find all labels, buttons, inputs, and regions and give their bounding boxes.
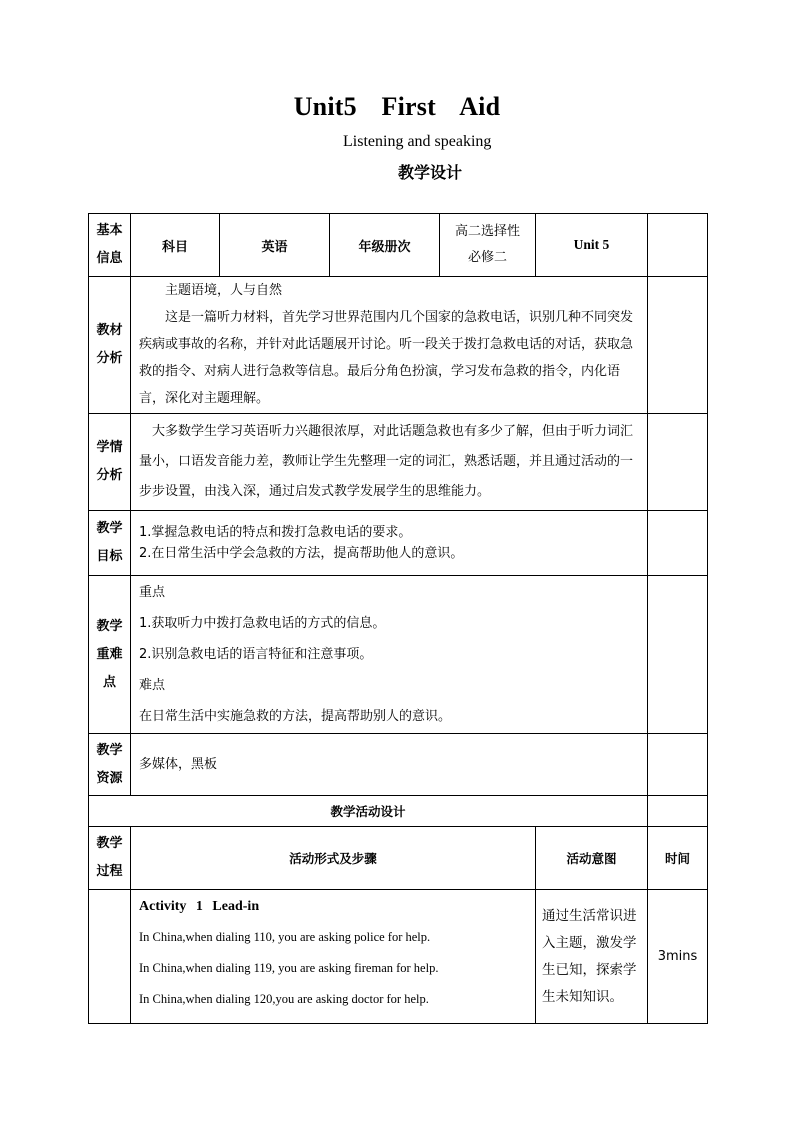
basic-info-label: 基本 信息 xyxy=(89,214,131,277)
material-analysis-content xyxy=(131,277,648,414)
objectives-row xyxy=(89,511,708,576)
grade-value: 高二选择性 必修二 xyxy=(440,214,536,277)
purpose-column-header: 活动意图 xyxy=(536,827,648,890)
page-subtitle: Listening and speaking xyxy=(343,133,492,150)
empty-cell xyxy=(648,277,708,414)
activity-purpose: 通过生活常识进入主题，激发学生已知，探索学生未知知识。 xyxy=(542,907,637,1005)
process-header-row xyxy=(89,827,708,890)
empty-cell xyxy=(648,796,708,827)
activity-line: In China,when dialing 120,you are asking doctor for help. xyxy=(139,992,429,1006)
empty-cell xyxy=(89,890,131,1024)
lesson-plan-table xyxy=(88,213,708,1024)
student-analysis-text: 大多数学生学习英语听力兴趣很浓厚，对此话题急救也有多少了解，但由于听力词汇量小，口语发音能力差，教师让学生先整理一定的词汇，熟悉话题，并且通过活动的一步步设置，由浅入深，通过启发式教学发展学生的思维能力。 xyxy=(139,424,634,499)
activity-line: In China,when dialing 119, you are asking fireman for help. xyxy=(139,961,439,975)
objectives-content xyxy=(131,511,648,576)
student-analysis-content xyxy=(131,414,648,511)
material-analysis-text: 这是一篇听力材料，首先学习世界范围内几个国家的急救电话，识别几种不同突发疾病或事故的名称，并针对此话题展开讨论。听一段关于拨打急救电话的对话，获取急救的指令、对病人进行急救等信息。最后分角色扮演，学习发布急救的指令，内化语言，深化对主题理解。 xyxy=(139,310,634,406)
key-points-content xyxy=(131,576,648,734)
grade-label: 年级册次 xyxy=(330,214,440,277)
difficult-point-item: 在日常生活中实施急救的方法，提高帮助别人的意识。 xyxy=(139,709,452,724)
difficult-points-heading: 难点 xyxy=(139,678,166,693)
student-analysis-row xyxy=(89,414,708,511)
key-points-heading: 重点 xyxy=(139,585,166,600)
empty-cell xyxy=(648,414,708,511)
empty-cell xyxy=(648,214,708,277)
activity-purpose-cell xyxy=(536,890,648,1024)
steps-column-header: 活动形式及步骤 xyxy=(131,827,536,890)
objectives-label: 教学 目标 xyxy=(89,511,131,576)
resources-row xyxy=(89,734,708,796)
empty-cell xyxy=(648,511,708,576)
activity-steps xyxy=(131,890,536,1024)
key-point-item: 2.识别急救电话的语言特征和注意事项。 xyxy=(139,647,373,662)
resources-value: 多媒体，黑板 xyxy=(139,757,218,772)
subject-value: 英语 xyxy=(220,214,330,277)
material-analysis-topic: 主题语境，人与自然 xyxy=(165,283,283,298)
document-heading: 教学设计 xyxy=(397,163,462,182)
key-point-item: 1.获取听力中拨打急救电话的方式的信息。 xyxy=(139,616,386,631)
material-analysis-row xyxy=(89,277,708,414)
empty-cell xyxy=(648,576,708,734)
activity-row xyxy=(89,890,708,1024)
activity-design-heading: 教学活动设计 xyxy=(89,796,648,827)
student-analysis-label: 学情 分析 xyxy=(89,414,131,511)
process-label: 教学 过程 xyxy=(89,827,131,890)
page-title: Unit5 First Aid xyxy=(293,92,501,121)
objective-item: 1.掌握急救电话的特点和拨打急救电话的要求。 xyxy=(139,525,412,540)
unit-value: Unit 5 xyxy=(536,214,648,277)
objective-item: 2.在日常生活中学会急救的方法，提高帮助他人的意识。 xyxy=(139,546,464,561)
activity-time: 3mins xyxy=(648,890,708,1024)
activity-line: In China,when dialing 110, you are asking police for help. xyxy=(139,930,431,944)
key-points-row xyxy=(89,576,708,734)
activity-title: Activity 1 Lead-in xyxy=(139,899,260,914)
subject-label: 科目 xyxy=(131,214,220,277)
resources-label: 教学 资源 xyxy=(89,734,131,796)
time-column-header: 时间 xyxy=(648,827,708,890)
basic-info-row xyxy=(89,214,708,277)
resources-content xyxy=(131,734,648,796)
key-points-label: 教学 重难 点 xyxy=(89,576,131,734)
activity-design-heading-row xyxy=(89,796,708,827)
empty-cell xyxy=(648,734,708,796)
material-analysis-label: 教材 分析 xyxy=(89,277,131,414)
